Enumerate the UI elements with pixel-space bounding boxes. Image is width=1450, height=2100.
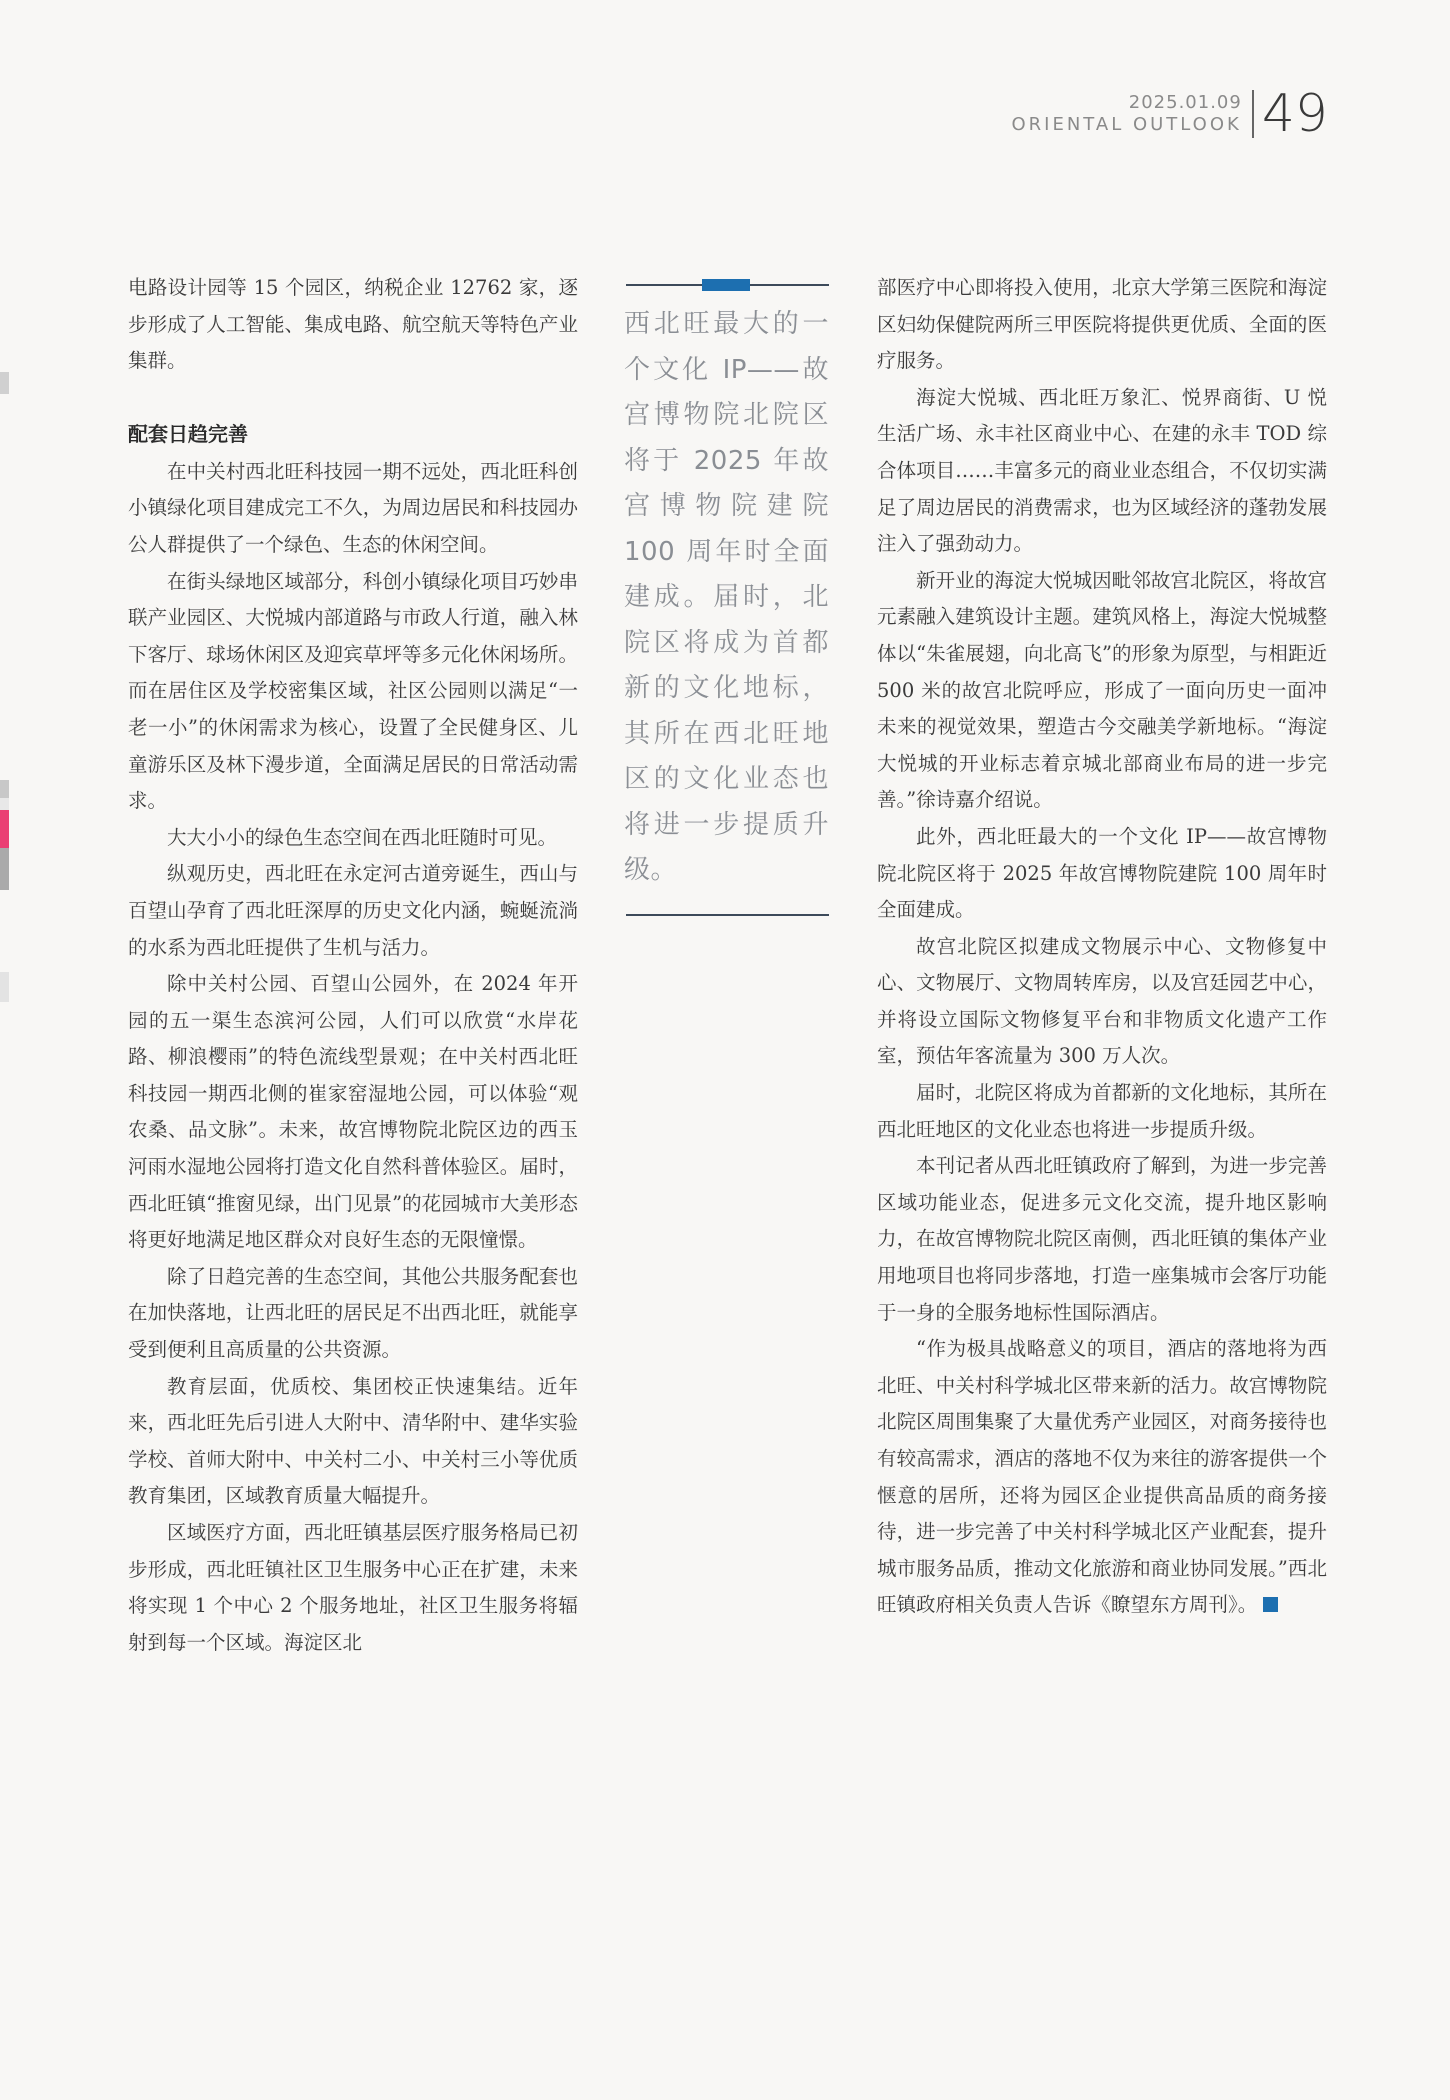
paragraph: 部医疗中心即将投入使用，北京大学第三医院和海淀区妇幼保健院两所三甲医院将提供更优质、全面的医疗服务。 <box>877 276 1327 373</box>
issue-date: 2025.01.09 <box>1128 92 1242 113</box>
paragraph-text: “作为极具战略意义的项目，酒店的落地将为西北旺、中关村科学城北区带来新的活力。故宫博物院北院区周围集聚了大量优秀产业园区，对商务接待也有较高需求，酒店的落地不仅为来往的游客提供一个惬意的居所，还将为园区企业提供高品质的商务接待，进一步完善了中关村科学城北区产业配套，提升城市服务品质，推动文化旅游和商业协同发展。”西北旺镇政府相关负责人告诉《瞭望东方周刊》。 <box>877 1337 1327 1617</box>
paragraph: 在中关村西北旺科技园一期不远处，西北旺科创小镇绿化项目建成完工不久，为周边居民和科技园办公人群提供了一个绿色、生态的休闲空间。 <box>128 459 578 556</box>
paragraph: 区域医疗方面，西北旺镇基层医疗服务格局已初步形成，西北旺镇社区卫生服务中心正在扩建，未来将实现 1 个中心 2 个服务地址，社区卫生服务将辐射到每一个区域。海淀区北 <box>128 1521 578 1654</box>
pull-quote <box>624 278 829 916</box>
paragraph: 在街头绿地区域部分，科创小镇绿化项目巧妙串联产业园区、大悦城内部道路与市政人行道，融入林下客厅、球场休闲区及迎宾草坪等多元化休闲场所。而在居住区及学校密集区域，社区公园则以满足“一老一小”的休闲需求为核心，设置了全民健身区、儿童游乐区及林下漫步道，全面满足居民的日常活动需求。 <box>128 569 578 813</box>
section-heading: 配套日趋完善 <box>128 421 248 446</box>
paragraph: 纵观历史，西北旺在永定河古道旁诞生，西山与百望山孕育了西北旺深厚的历史文化内涵，蜿蜒流淌的水系为西北旺提供了生机与活力。 <box>128 862 578 959</box>
page-header <box>1011 84 1328 144</box>
header-divider <box>1252 90 1254 138</box>
page-number: 49 <box>1261 84 1328 144</box>
page-edge-mark <box>0 372 9 394</box>
paragraph: 教育层面，优质校、集团校正快速集结。近年来，西北旺先后引进人大附中、清华附中、建华实验学校、首师大附中、中关村二小、中关村三小等优质教育集团，区域教育质量大幅提升。 <box>128 1374 578 1508</box>
paragraph: 届时，北院区将成为首都新的文化地标，其所在西北旺地区的文化业态也将进一步提质升级。 <box>877 1081 1327 1141</box>
paragraph: 除中关村公园、百望山公园外，在 2024 年开园的五一渠生态滨河公园，人们可以欣赏“水岸花路、柳浪樱雨”的特色流线型景观；在中关村西北旺科技园一期西北侧的崔家窑湿地公园，可以体验“观农桑、品文脉”。未来，故宫博物院北院区边的西玉河雨水湿地公园将打造文化自然科普体验区。届时，西北旺镇“推窗见绿，出门见景”的花园城市大美形态将更好地满足地区群众对良好生态的无限憧憬。 <box>128 972 578 1252</box>
paragraph: 电路设计园等 15 个园区，纳税企业 12762 家，逐步形成了人工智能、集成电路、航空航天等特色产业集群。 <box>128 276 578 373</box>
paragraph: 此外，西北旺最大的一个文化 IP——故宫博物院北院区将于 2025 年故宫博物院建院 100 周年时全面建成。 <box>877 824 1327 922</box>
left-column <box>128 270 578 1661</box>
accent-bar <box>702 279 750 291</box>
paragraph: 大大小小的绿色生态空间在西北旺随时可见。 <box>167 825 558 849</box>
pull-quote-bottom-rule <box>626 914 829 916</box>
paragraph: 故宫北院区拟建成文物展示中心、文物修复中心、文物展厅、文物周转库房，以及宫廷园艺中心，并将设立国际文物修复平台和非物质文化遗产工作室，预估年客流量为 300 万人次。 <box>877 934 1327 1068</box>
paragraph: 除了日趋完善的生态空间，其他公共服务配套也在加快落地，让西北旺的居民足不出西北旺，就能享受到便利且高质量的公共资源。 <box>128 1264 578 1362</box>
pull-quote-top-rule <box>624 278 829 292</box>
magazine-name: ORIENTAL OUTLOOK <box>1011 114 1242 135</box>
paragraph: 本刊记者从西北旺镇政府了解到，为进一步完善区域功能业态，促进多元文化交流，提升地区影响力，在故宫博物院北院区南侧，西北旺镇的集体产业用地项目也将同步落地，打造一座集城市会客厅功能于一身的全服务地标性国际酒店。 <box>877 1154 1327 1324</box>
paragraph: 海淀大悦城、西北旺万象汇、悦界商街、U 悦生活广场、永丰社区商业中心、在建的永丰 TOD 综合体项目……丰富多元的商业业态组合，不仅切实满足了周边居民的消费需求，也为区域经济的蓬勃发展注入了强劲动力。 <box>877 385 1327 556</box>
right-column <box>877 270 1327 1624</box>
article-end-mark <box>1263 1597 1278 1612</box>
page-edge-mark <box>0 972 9 1002</box>
issue-info <box>1011 92 1241 136</box>
paragraph: 新开业的海淀大悦城因毗邻故宫北院区，将故宫元素融入建筑设计主题。建筑风格上，海淀大悦城整体以“朱雀展翅，向北高飞”的形象为原型，与相距近 500 米的故宫北院呼应，形成了一面向历史一面冲未来的视觉效果，塑造古今交融美学新地标。“海淀大悦城的开业标志着京城北部商业布局的进一步完善。”徐诗嘉介绍说。 <box>877 568 1327 812</box>
pull-quote-text: 西北旺最大的一个文化 IP——故宫博物院北院区将于 2025 年故宫博物院建院 100 周年时全面建成。届时，北院区将成为首都新的文化地标，其所在西北旺地区的文化业态也将进一步提质升级。 <box>624 309 829 885</box>
page-edge-color-tab <box>0 780 9 890</box>
paragraph <box>877 1331 1327 1624</box>
